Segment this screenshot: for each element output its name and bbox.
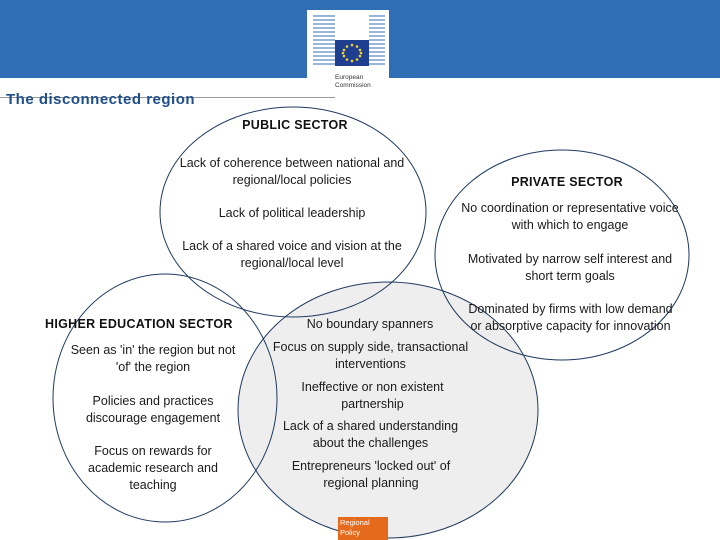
overlap-item: Ineffective or non existent partnership <box>301 380 444 411</box>
higher-education-item: Policies and practices discourage engagement <box>85 394 221 425</box>
higher-education-heading: HIGHER EDUCATION SECTOR <box>45 317 233 331</box>
private-sector-item: No coordination or representative voice with which to engage <box>461 201 679 232</box>
private-sector-item: Dominated by firms with low demand or absorptive capacity for innovation <box>468 302 673 333</box>
public-sector-item: Lack of coherence between national and regional/local policies <box>179 156 405 187</box>
overlap-item: Focus on supply side, transactional interventions <box>272 340 469 371</box>
private-sector-item: Motivated by narrow self interest and short term goals <box>467 252 673 283</box>
overlap-item: No boundary spanners <box>306 317 434 331</box>
private-sector-heading: PRIVATE SECTOR <box>511 175 623 189</box>
higher-education-item: Focus on rewards for academic research and teaching <box>88 444 218 492</box>
overlap-item: Entrepreneurs 'locked out' of regional planning <box>291 459 451 490</box>
overlap-item: Lack of a shared understanding about the challenges <box>282 419 459 450</box>
public-sector-item: Lack of political leadership <box>218 206 366 220</box>
commission-logo-text: European Commission <box>335 74 371 89</box>
public-sector-heading: PUBLIC SECTOR <box>242 118 348 132</box>
page-title: The disconnected region <box>6 91 196 108</box>
higher-education-item: Seen as 'in' the region but not 'of' the region <box>70 343 236 374</box>
regional-policy-badge-text: Regional Policy <box>340 518 370 537</box>
public-sector-item: Lack of a shared voice and vision at the regional/local level <box>182 239 402 270</box>
